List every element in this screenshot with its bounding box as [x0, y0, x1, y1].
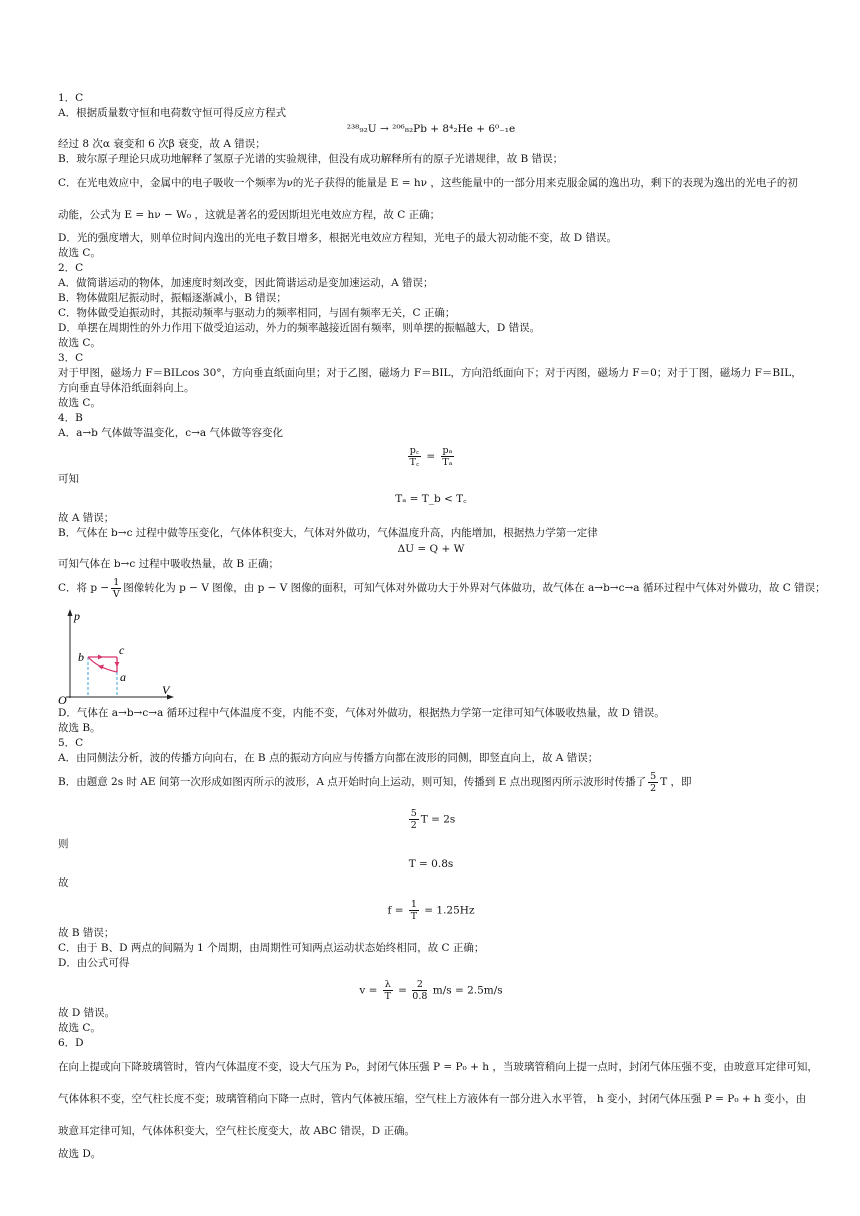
frac-1-over-v: $\frac{1}{V}$: [112, 576, 120, 600]
q4-option-a-wrong: 故 A 错误；: [58, 512, 115, 524]
q4-equation-2: Tₐ = T_b < T꜀: [395, 493, 467, 505]
frac-pa-ta: $\frac{\text{pₐ}}{\text{Tₐ}}$: [442, 445, 453, 468]
q5-option-c: C．由于 B、D 两点的间隔为 1 个周期，由周期性可知两点运动状态始终相同，故 C 正确；: [58, 942, 485, 954]
q5-option-d: D．由公式可得: [58, 957, 130, 969]
q5-option-b: B．由题意 2s 时 AE 间第一次形成如图丙所示的波形，A 点开始时向上运动，则可知，传播到 E 点出现图丙所示波形时传播了 $\frac{5}{2}$ T ，即: [58, 770, 692, 794]
q6-title: 6．D: [58, 1037, 84, 1049]
q4-option-c: C．将 p − $\frac{1}{V}$ 图像转化为 p − V 图像，由 p − V 图像的面积，可知气体对外做功大于外界对气体做功，故气体在 a→b→c→a 循环过程中气体对外做功，故 C 错误；: [58, 576, 826, 600]
arrow-c-to-a: [115, 662, 120, 667]
process-a-to-b: [88, 657, 117, 672]
q1-option-d: D．光的强度增大，则单位时间内逸出的光电子数目增多，根据光电效应方程知，光电子的最大初动能不变，故 D 错误。: [58, 232, 618, 244]
q6-line-1: 在向上提或向下降玻璃管时，管内气体温度不变，设大气压为 P₀，封闭气体压强 P = P₀ + h ，当玻璃管稍向上提一点时，封闭气体压强不变，由玻意耳定律可知，: [58, 1061, 818, 1073]
pv-graph-svg: [58, 606, 188, 704]
q1-option-b: B．玻尔原子理论只成功地解释了氢原子光谱的实验规律，但没有成功解释所有的原子光谱规律，故 B 错误；: [58, 153, 564, 165]
q2-option-a: A．做简谐运动的物体，加速度时刻改变，因此简谐运动是变加速运动，A 错误；: [58, 277, 434, 289]
q5-ze: 则: [58, 838, 69, 850]
q5-equation-3: f = $\frac{1}{T}$ = 1.25Hz: [387, 899, 475, 922]
q6-line-3: 玻意耳定律可知，气体体积变大，空气柱长度变大，故 ABC 错误，D 正确。: [58, 1125, 415, 1137]
q5-option-b-wrong: 故 B 错误；: [58, 927, 115, 939]
q5-equation-4: v = $\frac{\lambda}{T}$ = $\frac{2}{0.8}$ m/s = 2.5m/s: [359, 979, 503, 1002]
frac-5-over-2: $\frac{5}{2}$: [650, 770, 657, 794]
q2-title: 2．C: [58, 262, 84, 274]
q3-answer: 故选 C。: [58, 397, 101, 409]
q5-equation-1: $\frac{5}{2}$ T = 2s: [410, 808, 456, 831]
arrow-b-to-c: [98, 655, 103, 660]
q2-option-c: C．物体做受迫振动时，其振动频率与驱动力的频率相同，与固有频率无关，C 正确；: [58, 307, 456, 319]
q1-answer: 故选 C。: [58, 247, 101, 259]
q2-answer: 故选 C。: [58, 337, 101, 349]
q1-option-a: A．根据质量数守恒和电荷数守恒可得反应方程式: [58, 107, 287, 119]
q2-option-d: D．单摆在周期性的外力作用下做受迫运动，外力的频率越接近固有频率，则单摆的振幅越大，D 错误。: [58, 322, 541, 334]
q1-option-c-1: C．在光电效应中，金属中的电子吸收一个频率为ν的光子获得的能量是 E = hν ，这些能量中的一部分用来克服金属的逸出功，剩下的表现为逸出的光电子的初: [58, 177, 798, 189]
q4-equation-1: $\frac{p꜀}{T꜀}$ = $\frac{\text{pₐ}}{\text{Tₐ}}$: [409, 445, 453, 468]
q3-title: 3．C: [58, 352, 84, 364]
q5-option-d-wrong: 故 D 错误。: [58, 1007, 116, 1019]
q1-option-a-cont: 经过 8 次α 衰变和 6 次β 衰变，故 A 错误；: [58, 138, 266, 150]
p-axis-arrow: [68, 609, 73, 616]
point-b-label: b: [78, 650, 84, 664]
point-a-label: a: [120, 670, 126, 684]
solution-document: [58, 91, 826, 1162]
q4-option-a: A．a→b 气体做等温变化，c→a 气体做等容变化: [58, 427, 283, 439]
q5-option-a: A．由同侧法分析，波的传播方向向右，在 B 点的振动方向应与传播方向都在波形的同侧，即竖直向上，故 A 错误；: [58, 752, 599, 764]
q3-body: 对于甲图，磁场力 F＝BILcos 30°，方向垂直纸面向里；对于乙图，磁场力 F＝BIL，方向沿纸面向下；对于丙图，磁场力 F＝0；对于丁图，磁场力 F＝BIL，方向垂直导体沿纸面斜向上。: [58, 367, 802, 394]
q5-gu: 故: [58, 877, 69, 889]
point-c-label: c: [119, 643, 125, 657]
q4-keyi-zhi: 可知: [58, 473, 79, 485]
q1-title: 1．C: [58, 92, 84, 104]
q6-answer: 故选 D。: [58, 1148, 102, 1160]
p-axis-label: p: [74, 609, 80, 623]
q4-option-b: B．气体在 b→c 过程中做等压变化，气体体积变大，气体对外做功，气体温度升高，内能增加，根据热力学第一定律: [58, 527, 598, 539]
origin-label: O: [58, 693, 67, 704]
q1-equation: ²³⁸₉₂U → ²⁰⁶₈₂Pb + 8⁴₂He + 6⁰₋₁e: [346, 123, 516, 135]
q5-answer: 故选 C。: [58, 1022, 101, 1034]
q4-option-b-cont: 可知气体在 b→c 过程中吸收热量，故 B 正确；: [58, 558, 279, 570]
frac-pc-tc: $\frac{p꜀}{T꜀}$: [409, 445, 420, 468]
q4-equation-3: ΔU = Q + W: [397, 543, 465, 555]
q5-title: 5．C: [58, 737, 84, 749]
v-axis-label: V: [162, 683, 170, 697]
q4-answer: 故选 B。: [58, 722, 101, 734]
pv-cycle-graph: [58, 606, 804, 704]
q1-option-c-2: 动能，公式为 E = hν − W₀ ，这就是著名的爱因斯坦光电效应方程，故 C 正确；: [58, 209, 441, 221]
q5-equation-2: T = 0.8s: [408, 858, 454, 870]
q2-option-b: B．物体做阻尼振动时，振幅逐渐减小，B 错误；: [58, 292, 287, 304]
q4-option-d: D．气体在 a→b→c→a 循环过程中气体温度不变，内能不变，气体对外做功，根据热力学第一定律可知气体吸收热量，故 D 错误。: [58, 707, 665, 719]
q6-line-2: 气体体积不变，空气柱长度不变；玻璃管稍向下降一点时，管内气体被压缩，空气柱上方液体有一部分进入水平管， h 变小，封闭气体压强 P = P₀ + h 变小，由: [58, 1093, 807, 1105]
q4-title: 4．B: [58, 412, 83, 424]
